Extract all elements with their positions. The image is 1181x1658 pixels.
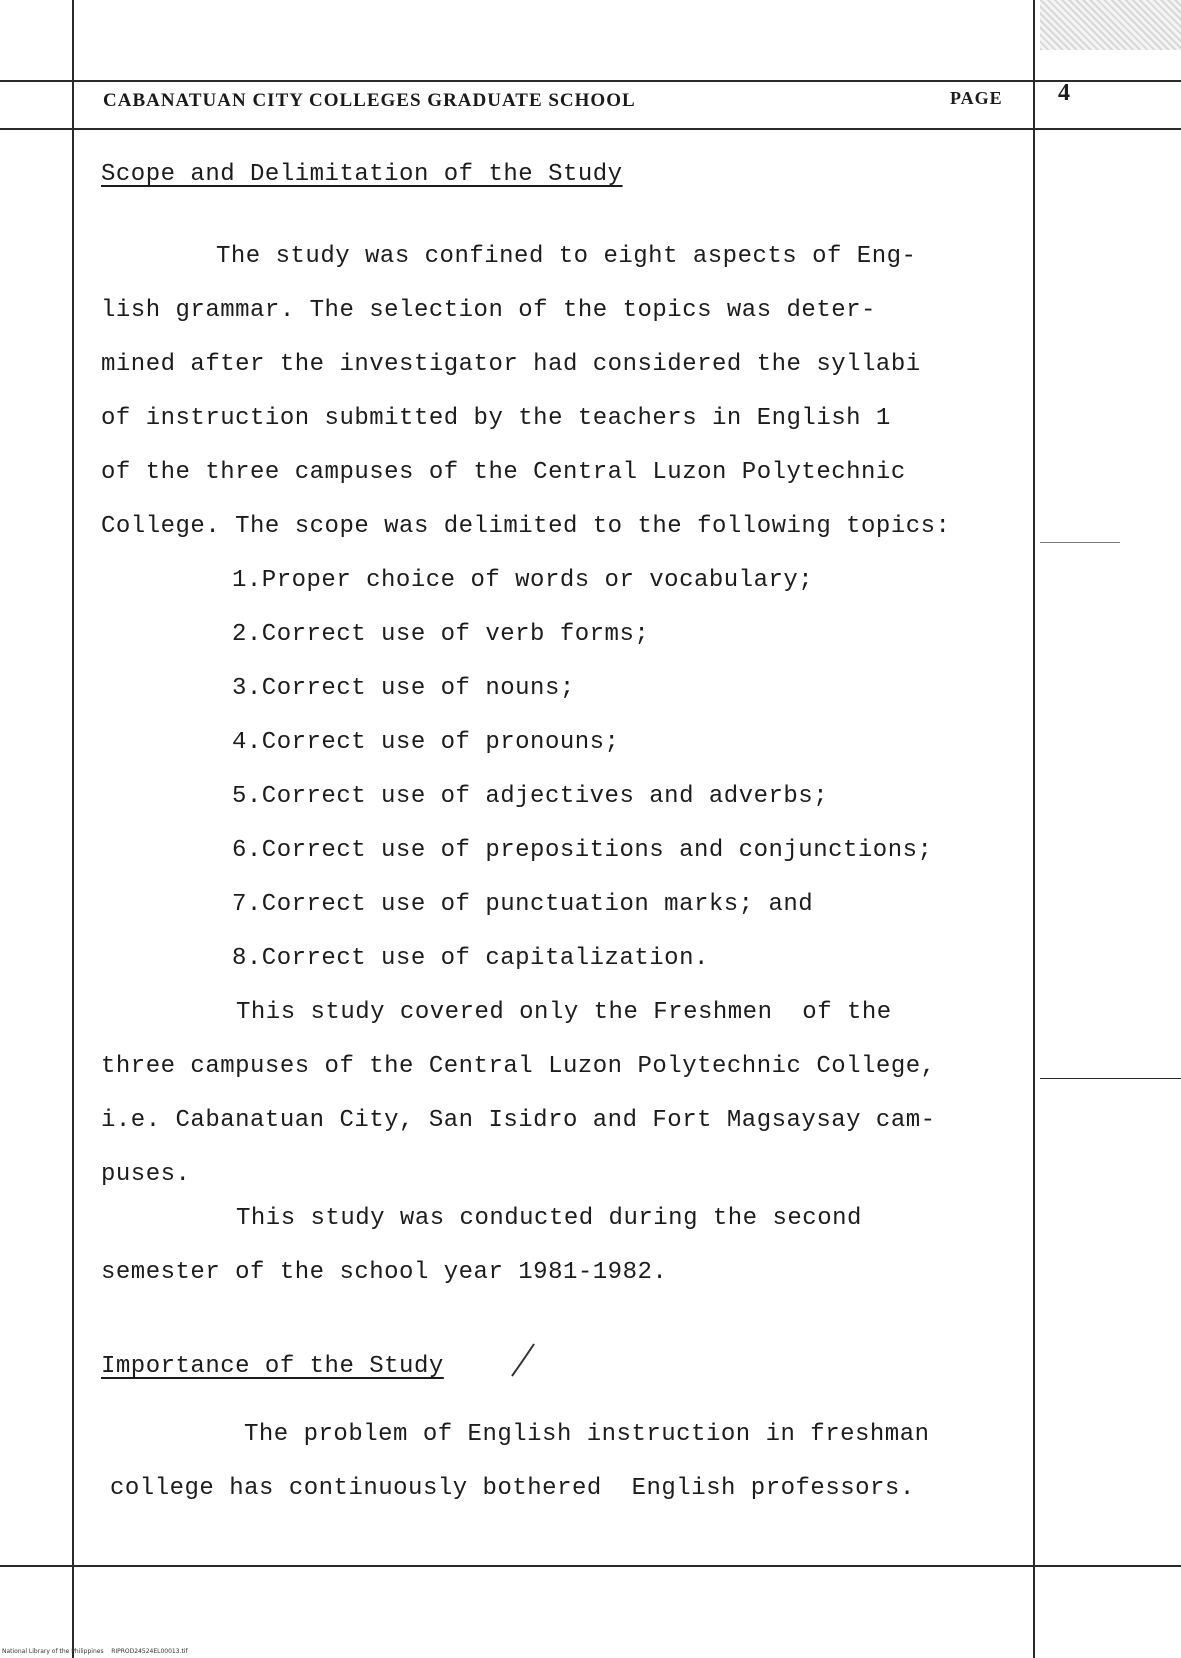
- scope-paragraph-line: The study was confined to eight aspects of Eng-: [216, 243, 917, 270]
- topic-item: 5.Correct use of adjectives and adverbs;: [232, 783, 829, 810]
- importance-heading: Importance of the Study: [101, 1353, 444, 1380]
- scope-paragraph-line: lish grammar. The selection of the topics was deter-: [101, 297, 876, 324]
- topic-item: 4.Correct use of pronouns;: [232, 729, 620, 756]
- left-margin-rule: [72, 0, 74, 1658]
- right-margin-rule: [1033, 0, 1035, 1658]
- scan-texture: [1040, 0, 1181, 50]
- scope-paragraph-line: of the three campuses of the Central Luzon Polytechnic: [101, 459, 906, 486]
- topic-item: 8.Correct use of capitalization.: [232, 945, 709, 972]
- topic-item: 6.Correct use of prepositions and conjunctions;: [232, 837, 933, 864]
- coverage-line: three campuses of the Central Luzon Polytechnic College,: [101, 1053, 936, 1080]
- right-side-short-rule-1: [1040, 542, 1120, 543]
- bottom-rule: [0, 1565, 1181, 1567]
- importance-line: college has continuously bothered English professors.: [110, 1475, 915, 1502]
- scope-paragraph-line: mined after the investigator had considered the syllabi: [101, 351, 921, 378]
- topic-item: 7.Correct use of punctuation marks; and: [232, 891, 814, 918]
- institution-title: CABANATUAN CITY COLLEGES GRADUATE SCHOOL: [103, 90, 636, 111]
- scope-heading: Scope and Delimitation of the Study: [101, 161, 623, 188]
- scope-paragraph-line: College. The scope was delimited to the following topics:: [101, 513, 951, 540]
- page-number: 4: [1058, 80, 1070, 106]
- period-line: This study was conducted during the second: [236, 1205, 862, 1232]
- page-box-divider: [1033, 70, 1034, 132]
- coverage-line: i.e. Cabanatuan City, San Isidro and Fort Magsaysay cam-: [101, 1107, 936, 1134]
- header-top-rule: [0, 80, 1181, 82]
- scan-caption: National Library of the Philippines RIPROD24524EL00013.tif: [2, 1648, 188, 1655]
- page-label: PAGE: [950, 88, 1003, 108]
- coverage-line: puses.: [101, 1161, 191, 1188]
- right-side-short-rule-2: [1040, 1078, 1181, 1079]
- importance-line: The problem of English instruction in freshman: [244, 1421, 930, 1448]
- topic-item: 2.Correct use of verb forms;: [232, 621, 650, 648]
- header-bottom-rule: [0, 128, 1181, 130]
- scope-paragraph-line: of instruction submitted by the teachers in English 1: [101, 405, 891, 432]
- topic-item: 1.Proper choice of words or vocabulary;: [232, 567, 814, 594]
- checkmark-annotation: [508, 1340, 538, 1380]
- period-line: semester of the school year 1981-1982.: [101, 1259, 668, 1286]
- coverage-line: This study covered only the Freshmen of the: [236, 999, 892, 1026]
- topic-item: 3.Correct use of nouns;: [232, 675, 575, 702]
